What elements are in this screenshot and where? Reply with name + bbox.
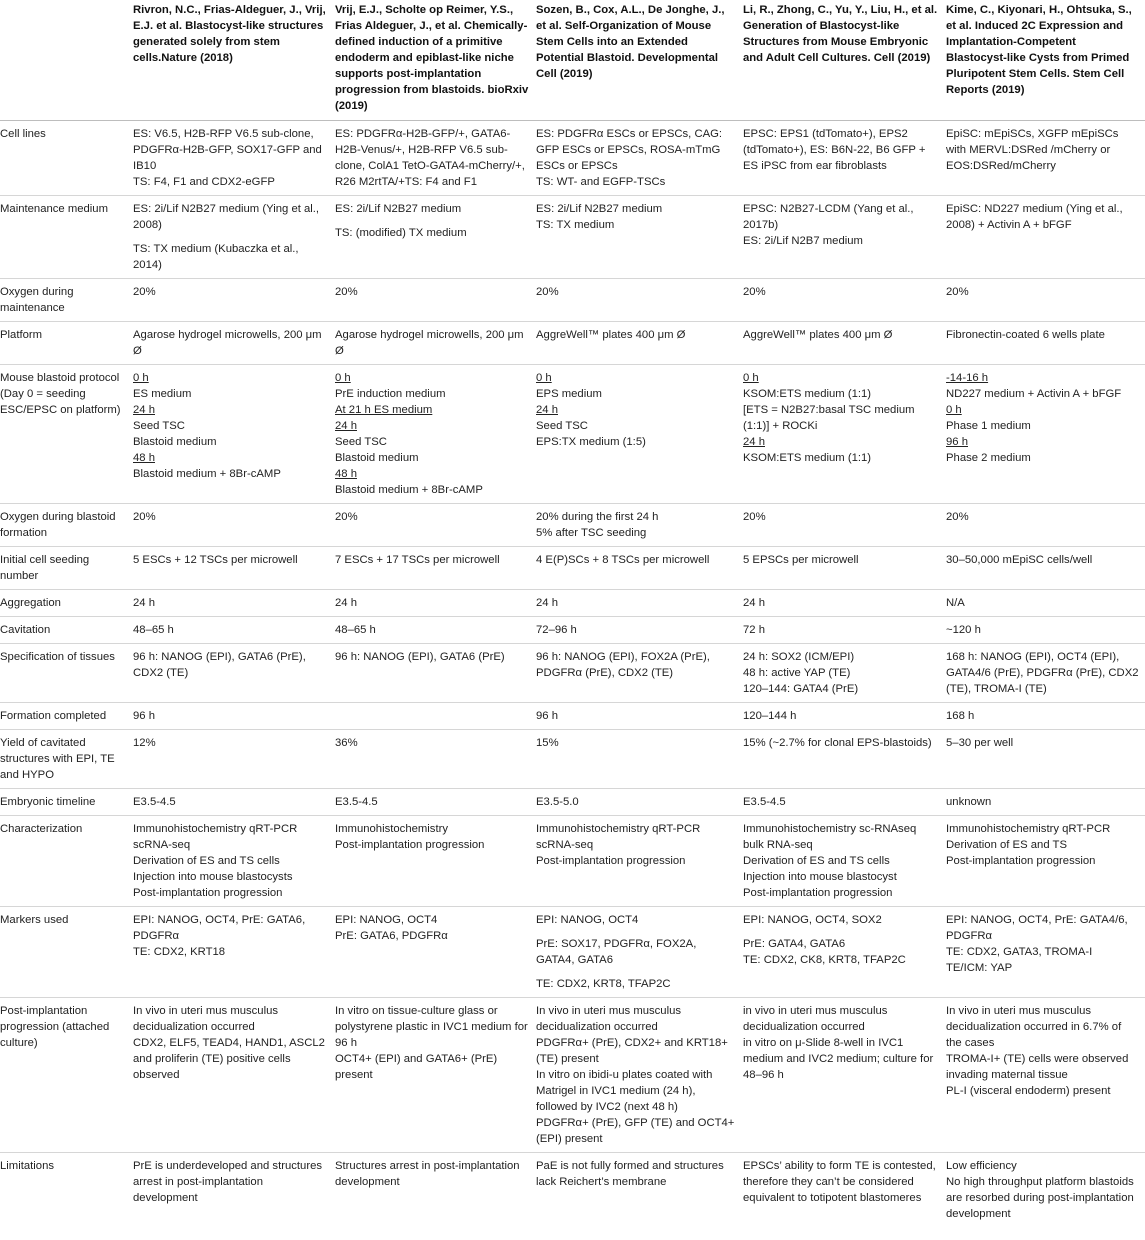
- cell-line: EpiSC: ND227 medium (Ying et al., 2008) + Activin A + bFGF: [946, 203, 1123, 231]
- cell-line: Phase 2 medium: [946, 452, 1031, 464]
- cell-line: 20%: [946, 286, 969, 298]
- cell-line: PrE: SOX17, PDGFRα, FOX2A, GATA4, GATA6: [536, 938, 697, 966]
- cell-line: 72 h: [743, 624, 765, 636]
- cell-line: 20%: [133, 286, 156, 298]
- cell-line: PrE: GATA4, GATA6: [743, 938, 846, 950]
- cell-line: TE: CDX2, KRT8, TFAP2C: [536, 978, 671, 990]
- cell-line: Seed TSC: [335, 436, 387, 448]
- table-cell: [743, 365, 946, 504]
- cell-line: Post-implantation progression: [133, 887, 283, 899]
- cell-line: Derivation of ES and TS cells: [743, 855, 890, 867]
- cell-line: 168 h: [946, 710, 975, 722]
- table-cell: [133, 590, 335, 617]
- cell-line: 24 h: [743, 436, 765, 448]
- table-row: [0, 617, 1145, 644]
- table-row: [0, 816, 1145, 907]
- cell-line: 0 h: [536, 372, 552, 384]
- header-cell: Li, R., Zhong, C., Yu, Y., Liu, H., et al. Generation of Blastocyst-like Structures from Mouse Embryonic and Adult Cell Cultures. Cell (2019): [743, 4, 938, 64]
- cell-line: PL-I (visceral endoderm) present: [946, 1085, 1111, 1097]
- cell-line: 48 h: [133, 452, 155, 464]
- cell-line: 0 h: [743, 372, 759, 384]
- cell-line: EPI: NANOG, OCT4, PrE: GATA6, PDGFRα: [133, 914, 306, 942]
- cell-line: 20%: [743, 511, 766, 523]
- table-cell: [536, 644, 743, 703]
- table-cell: [536, 504, 743, 547]
- cell-line: Post-implantation progression: [743, 887, 893, 899]
- table-cell: [743, 816, 946, 907]
- cell-line: Structures arrest in post-implantation development: [335, 1160, 520, 1188]
- cell-line: 48–65 h: [335, 624, 376, 636]
- cell-line: TS: (modified) TX medium: [335, 227, 467, 239]
- cell-line: Blastoid medium + 8Br-cAMP: [133, 468, 281, 480]
- cell-line: Fibronectin-coated 6 wells plate: [946, 329, 1105, 341]
- table-cell: [133, 547, 335, 590]
- table-cell: [335, 279, 536, 322]
- cell-line: N/A: [946, 597, 965, 609]
- cell-line: Immunohistochemistry qRT-PCR: [946, 823, 1111, 835]
- cell-line: Post-implantation progression: [536, 855, 686, 867]
- table-cell: [743, 907, 946, 998]
- cell-line: 5 EPSCs per microwell: [743, 554, 859, 566]
- table-cell: [946, 816, 1145, 907]
- cell-line: ND227 medium + Activin A + bFGF: [946, 388, 1122, 400]
- cell-line: 96 h: NANOG (EPI), FOX2A (PrE), PDGFRα (PrE), CDX2 (TE): [536, 651, 710, 679]
- cell-line: ES: V6.5, H2B-RFP V6.5 sub-clone, PDGFRα-H2B-GFP, SOX17-GFP and IB10: [133, 128, 322, 172]
- header-cell: [0, 0, 133, 121]
- table-cell: [536, 730, 743, 789]
- cell-line: PrE is underdeveloped and structures arrest in post-implantation development: [133, 1160, 323, 1204]
- row-label: Limitations: [0, 1160, 54, 1172]
- table-row: [0, 196, 1145, 279]
- table-cell: [133, 816, 335, 907]
- cell-line: EPI: NANOG, OCT4: [335, 914, 438, 926]
- cell-line: in vitro on μ-Slide 8-well in IVC1 medium and IVC2 medium; culture for 48–96 h: [743, 1037, 934, 1081]
- cell-line: [ETS = N2B27:basal TSC medium (1:1)] + ROCKi: [743, 404, 915, 432]
- table-cell: [133, 644, 335, 703]
- table-row: [0, 789, 1145, 816]
- cell-line: At 21 h ES medium: [335, 404, 433, 416]
- table-cell: [536, 617, 743, 644]
- row-label: Characterization: [0, 823, 83, 835]
- table-cell: [743, 1153, 946, 1228]
- cell-line: 7 ESCs + 17 TSCs per microwell: [335, 554, 500, 566]
- table-cell: [335, 998, 536, 1153]
- row-label: Embryonic timeline: [0, 796, 96, 808]
- row-label: Formation completed: [0, 710, 107, 722]
- table-cell: [133, 322, 335, 365]
- table-cell: [335, 504, 536, 547]
- cell-line: E3.5-4.5: [133, 796, 176, 808]
- cell-line: EPSCs’ ability to form TE is contested, therefore they can’t be considered equivalent to totipotent blastomeres: [743, 1160, 936, 1204]
- cell-line: ~120 h: [946, 624, 981, 636]
- cell-line: ES: 2i/Lif N2B27 medium: [536, 203, 663, 215]
- cell-line: PDGFRα+ (PrE), CDX2+ and KRT18+ (TE) present: [536, 1037, 728, 1065]
- table-cell: [946, 504, 1145, 547]
- table-cell: [335, 196, 536, 279]
- cell-line: 20%: [536, 286, 559, 298]
- table-cell: [946, 644, 1145, 703]
- table-cell: [946, 590, 1145, 617]
- table-cell: [946, 1153, 1145, 1228]
- header-cell: Rivron, N.C., Frias-Aldeguer, J., Vrij, E.J. et al. Blastocyst-like structures generated solely from stem cells.Nature (2018): [133, 4, 326, 64]
- table-cell: [946, 703, 1145, 730]
- cell-line: 36%: [335, 737, 358, 749]
- cell-line: Agarose hydrogel microwells, 200 μm Ø: [335, 329, 524, 357]
- cell-line: 20%: [133, 511, 156, 523]
- cell-line: EPS:TX medium (1:5): [536, 436, 646, 448]
- table-row: [0, 590, 1145, 617]
- header-cell: Vrij, E.J., Scholte op Reimer, Y.S., Frias Aldeguer, J., et al. Chemically-defined induction of a primitive endoderm and epiblast-like niche supports post-implantation progression from blastoids. bioRxiv (2019): [335, 4, 529, 112]
- table-cell: [536, 365, 743, 504]
- cell-line: 20%: [335, 286, 358, 298]
- cell-line: 20%: [743, 286, 766, 298]
- cell-line: PrE induction medium: [335, 388, 446, 400]
- cell-line: Immunohistochemistry: [335, 823, 449, 835]
- cell-line: 0 h: [335, 372, 351, 384]
- cell-line: Derivation of ES and TS cells: [133, 855, 280, 867]
- cell-line: CDX2, ELF5, TEAD4, HAND1, ASCL2 and proliferin (TE) positive cells observed: [133, 1037, 325, 1081]
- cell-line: 24 h: [335, 597, 357, 609]
- cell-line: EPS medium: [536, 388, 602, 400]
- table-row: [0, 730, 1145, 789]
- header-cell: Sozen, B., Cox, A.L., De Jonghe, J., et al. Self-Organization of Mouse Stem Cells into an Extended Potential Blastoid. Developmental Cell (2019): [536, 4, 725, 80]
- table-cell: [536, 998, 743, 1153]
- row-label: Oxygen during maintenance: [0, 286, 74, 314]
- cell-line: Derivation of ES and TS: [946, 839, 1067, 851]
- cell-line: TE: CDX2, GATA3, TROMA-I: [946, 946, 1093, 958]
- table-row: [0, 1153, 1145, 1228]
- cell-line: EPSC: N2B27-LCDM (Yang et al., 2017b): [743, 203, 914, 231]
- cell-line: TROMA-I+ (TE) cells were observed invading maternal tissue: [946, 1053, 1129, 1081]
- table-cell: [335, 365, 536, 504]
- table-cell: [536, 322, 743, 365]
- cell-line: 24 h: [335, 420, 357, 432]
- table-cell: [743, 279, 946, 322]
- cell-line: Injection into mouse blastocyst: [743, 871, 897, 883]
- row-label: Markers used: [0, 914, 69, 926]
- cell-line: In vitro on ibidi-u plates coated with Matrigel in IVC1 medium (24 h), followed by IVC2 (next 48 h): [536, 1069, 713, 1113]
- table-cell: [536, 1153, 743, 1228]
- cell-line: 4 E(P)SCs + 8 TSCs per microwell: [536, 554, 710, 566]
- table-cell: [335, 703, 536, 730]
- cell-line: KSOM:ETS medium (1:1): [743, 452, 872, 464]
- table-cell: [335, 547, 536, 590]
- table-cell: [335, 617, 536, 644]
- cell-line: PaE is not fully formed and structures lack Reichert’s membrane: [536, 1160, 724, 1188]
- row-label: Platform: [0, 329, 43, 341]
- table-cell: [133, 365, 335, 504]
- table-cell: [133, 196, 335, 279]
- cell-line: 5–30 per well: [946, 737, 1014, 749]
- table-cell: [946, 121, 1145, 196]
- table-cell: [743, 504, 946, 547]
- cell-line: ES: 2i/Lif N2B27 medium (Ying et al., 2008): [133, 203, 320, 231]
- cell-line: 5% after TSC seeding: [536, 527, 647, 539]
- cell-line: TE/ICM: YAP: [946, 962, 1013, 974]
- table-cell: [743, 121, 946, 196]
- row-label: Aggregation: [0, 597, 61, 609]
- cell-line: EPI: NANOG, OCT4, PrE: GATA4/6, PDGFRα: [946, 914, 1128, 942]
- header-row: [0, 0, 1145, 121]
- table-cell: [946, 789, 1145, 816]
- cell-line: TS: F4, F1 and CDX2-eGFP: [133, 176, 275, 188]
- cell-line: Agarose hydrogel microwells, 200 μm Ø: [133, 329, 322, 357]
- row-label: Initial cell seeding number: [0, 554, 90, 582]
- cell-line: 15% (~2.7% for clonal EPS-blastoids): [743, 737, 932, 749]
- cell-line: Phase 1 medium: [946, 420, 1031, 432]
- cell-line: In vivo in uteri mus musculus decidualization occurred in 6.7% of the cases: [946, 1005, 1122, 1049]
- table-cell: [335, 322, 536, 365]
- cell-line: AggreWell™ plates 400 μm Ø: [536, 329, 686, 341]
- cell-line: KSOM:ETS medium (1:1): [743, 388, 872, 400]
- cell-line: unknown: [946, 796, 992, 808]
- table-cell: [946, 907, 1145, 998]
- cell-line: ES: 2i/Lif N2B27 medium: [335, 203, 462, 215]
- cell-line: TS: TX medium (Kubaczka et al., 2014): [133, 243, 299, 271]
- table-cell: [536, 547, 743, 590]
- cell-line: Injection into mouse blastocysts: [133, 871, 293, 883]
- row-label: Yield of cavitated structures with EPI, TE and HYPO: [0, 737, 115, 781]
- cell-line: Blastoid medium: [133, 436, 217, 448]
- table-cell: [133, 907, 335, 998]
- table-cell: [743, 789, 946, 816]
- table-cell: [743, 998, 946, 1153]
- cell-line: TS: WT- and EGFP-TSCs: [536, 176, 666, 188]
- table-cell: [335, 730, 536, 789]
- cell-line: 96 h: [536, 710, 558, 722]
- cell-line: 0 h: [133, 372, 149, 384]
- cell-line: In vivo in uteri mus musculus decidualization occurred: [536, 1005, 682, 1033]
- table-cell: [743, 644, 946, 703]
- table-row: [0, 547, 1145, 590]
- table-cell: [946, 998, 1145, 1153]
- row-label: Oxygen during blastoid formation: [0, 511, 116, 539]
- table-row: [0, 279, 1145, 322]
- header-cell: Kime, C., Kiyonari, H., Ohtsuka, S., et al. Induced 2C Expression and Implantation-Competent Blastocyst-like Cysts from Primed Pluripotent Stem Cells. Stem Cell Reports (2019): [946, 4, 1132, 96]
- row-label: Cell lines: [0, 128, 46, 140]
- table-cell: [536, 907, 743, 998]
- cell-line: in vivo in uteri mus musculus decidualization occurred: [743, 1005, 888, 1033]
- table-row: [0, 703, 1145, 730]
- cell-line: 30–50,000 mEpiSC cells/well: [946, 554, 1093, 566]
- table-cell: [536, 196, 743, 279]
- cell-line: TS: TX medium: [536, 219, 615, 231]
- cell-line: 120–144 h: [743, 710, 797, 722]
- cell-line: 15%: [536, 737, 559, 749]
- cell-line: Blastoid medium + 8Br-cAMP: [335, 484, 483, 496]
- table-cell: [946, 322, 1145, 365]
- cell-line: Post-implantation progression: [335, 839, 485, 851]
- table-cell: [946, 279, 1145, 322]
- table-cell: [743, 730, 946, 789]
- cell-line: 24 h: [743, 597, 765, 609]
- cell-line: 24 h: [536, 404, 558, 416]
- table-cell: [335, 590, 536, 617]
- row-label: Cavitation: [0, 624, 51, 636]
- cell-line: E3.5-4.5: [335, 796, 378, 808]
- cell-line: TE: CDX2, KRT18: [133, 946, 226, 958]
- cell-line: 20% during the first 24 h: [536, 511, 659, 523]
- cell-line: Post-implantation progression: [946, 855, 1096, 867]
- cell-line: 48–65 h: [133, 624, 174, 636]
- table-cell: [946, 547, 1145, 590]
- row-label: Mouse blastoid protocol (Day 0 = seeding ESC/EPSC on platform): [0, 372, 121, 416]
- table-body: [0, 121, 1145, 1228]
- row-label: Post-implantation progression (attached culture): [0, 1005, 110, 1049]
- row-label: Maintenance medium: [0, 203, 109, 215]
- table-cell: [946, 617, 1145, 644]
- cell-line: TE: CDX2, CK8, KRT8, TFAP2C: [743, 954, 906, 966]
- table-cell: [133, 789, 335, 816]
- table-cell: [536, 121, 743, 196]
- cell-line: In vivo in uteri mus musculus decidualization occurred: [133, 1005, 279, 1033]
- cell-line: 48 h: [335, 468, 357, 480]
- cell-line: Seed TSC: [133, 420, 185, 432]
- table-cell: [335, 816, 536, 907]
- cell-line: EPSC: EPS1 (tdTomato+), EPS2 (tdTomato+), ES: B6N-22, B6 GFP + ES iPSC from ear fibroblasts: [743, 128, 926, 172]
- table-row: [0, 644, 1145, 703]
- cell-line: 20%: [946, 511, 969, 523]
- table-cell: [743, 590, 946, 617]
- table-row: [0, 322, 1145, 365]
- cell-line: In vitro on tissue-culture glass or polystyrene plastic in IVC1 medium for 96 h: [335, 1005, 528, 1049]
- cell-line: PDGFRα+ (PrE), GFP (TE) and OCT4+ (EPI) present: [536, 1117, 735, 1145]
- cell-line: AggreWell™ plates 400 μm Ø: [743, 329, 893, 341]
- cell-line: ES: PDGFRα ESCs or EPSCs, CAG: GFP ESCs or EPSCs, ROSA-mTmG ESCs or EPSCs: [536, 128, 723, 172]
- table-cell: [743, 196, 946, 279]
- cell-line: 0 h: [946, 404, 962, 416]
- table-cell: [743, 322, 946, 365]
- table-cell: [536, 703, 743, 730]
- cell-line: 96 h: NANOG (EPI), GATA6 (PrE), CDX2 (TE): [133, 651, 306, 679]
- table-cell: [335, 789, 536, 816]
- table-cell: [536, 279, 743, 322]
- table-cell: [335, 121, 536, 196]
- table-cell: [133, 617, 335, 644]
- cell-line: No high throughput platform blastoids are resorbed during post-implantation development: [946, 1176, 1134, 1220]
- table-cell: [536, 789, 743, 816]
- table-row: [0, 365, 1145, 504]
- cell-line: 96 h: [133, 710, 155, 722]
- cell-line: ES medium: [133, 388, 192, 400]
- cell-line: Immunohistochemistry sc-RNAseq bulk RNA-seq: [743, 823, 917, 851]
- row-label: Specification of tissues: [0, 651, 115, 663]
- cell-line: 5 ESCs + 12 TSCs per microwell: [133, 554, 298, 566]
- table-row: [0, 121, 1145, 196]
- table-cell: [335, 907, 536, 998]
- table-cell: [133, 121, 335, 196]
- table-row: [0, 907, 1145, 998]
- table-cell: [743, 617, 946, 644]
- cell-line: OCT4+ (EPI) and GATA6+ (PrE) present: [335, 1053, 498, 1081]
- cell-line: Immunohistochemistry qRT-PCR scRNA-seq: [536, 823, 701, 851]
- cell-line: 24 h: [133, 404, 155, 416]
- table-cell: [743, 547, 946, 590]
- cell-line: EPI: NANOG, OCT4: [536, 914, 639, 926]
- cell-line: E3.5-4.5: [743, 796, 786, 808]
- table-cell: [133, 998, 335, 1153]
- table-cell: [133, 279, 335, 322]
- cell-line: EpiSC: mEpiSCs, XGFP mEpiSCs with MERVL:DSRed /mCherry or EOS:DSRed/mCherry: [946, 128, 1119, 172]
- table-cell: [133, 504, 335, 547]
- cell-line: 96 h: NANOG (EPI), GATA6 (PrE): [335, 651, 505, 663]
- cell-line: 12%: [133, 737, 156, 749]
- table-cell: [946, 196, 1145, 279]
- cell-line: 24 h: [133, 597, 155, 609]
- table-row: [0, 998, 1145, 1153]
- table-cell: [743, 703, 946, 730]
- cell-line: 24 h: [536, 597, 558, 609]
- table-cell: [536, 816, 743, 907]
- cell-line: EPI: NANOG, OCT4, SOX2: [743, 914, 882, 926]
- table-cell: [335, 644, 536, 703]
- cell-line: 168 h: NANOG (EPI), OCT4 (EPI), GATA4/6 (PrE), PDGFRα (PrE), CDX2 (TE), TROMA-I (TE): [946, 651, 1139, 695]
- table-cell: [133, 730, 335, 789]
- table-cell: [133, 1153, 335, 1228]
- cell-line: 120–144: GATA4 (PrE): [743, 683, 859, 695]
- cell-line: 96 h: [946, 436, 968, 448]
- cell-line: ES: 2i/Lif N2B7 medium: [743, 235, 863, 247]
- table-row: [0, 504, 1145, 547]
- cell-line: Immunohistochemistry qRT-PCR scRNA-seq: [133, 823, 298, 851]
- cell-line: Seed TSC: [536, 420, 588, 432]
- cell-line: 20%: [335, 511, 358, 523]
- table-cell: [536, 590, 743, 617]
- table-cell: [335, 1153, 536, 1228]
- cell-line: ES: PDGFRα-H2B-GFP/+, GATA6-H2B-Venus/+, H2B-RFP V6.5 sub-clone, ColA1 TetO-GATA4-mCherry/+, R26 M2rtTA/+TS: F4 and F1: [335, 128, 525, 188]
- cell-line: PrE: GATA6, PDGFRα: [335, 930, 448, 942]
- cell-line: 48 h: active YAP (TE): [743, 667, 851, 679]
- cell-line: -14-16 h: [946, 372, 989, 384]
- cell-line: E3.5-5.0: [536, 796, 579, 808]
- cell-line: 24 h: SOX2 (ICM/EPI): [743, 651, 855, 663]
- cell-line: Blastoid medium: [335, 452, 419, 464]
- table-cell: [133, 703, 335, 730]
- table-cell: [946, 730, 1145, 789]
- cell-line: 72–96 h: [536, 624, 577, 636]
- table-cell: [946, 365, 1145, 504]
- cell-line: Low efficiency: [946, 1160, 1017, 1172]
